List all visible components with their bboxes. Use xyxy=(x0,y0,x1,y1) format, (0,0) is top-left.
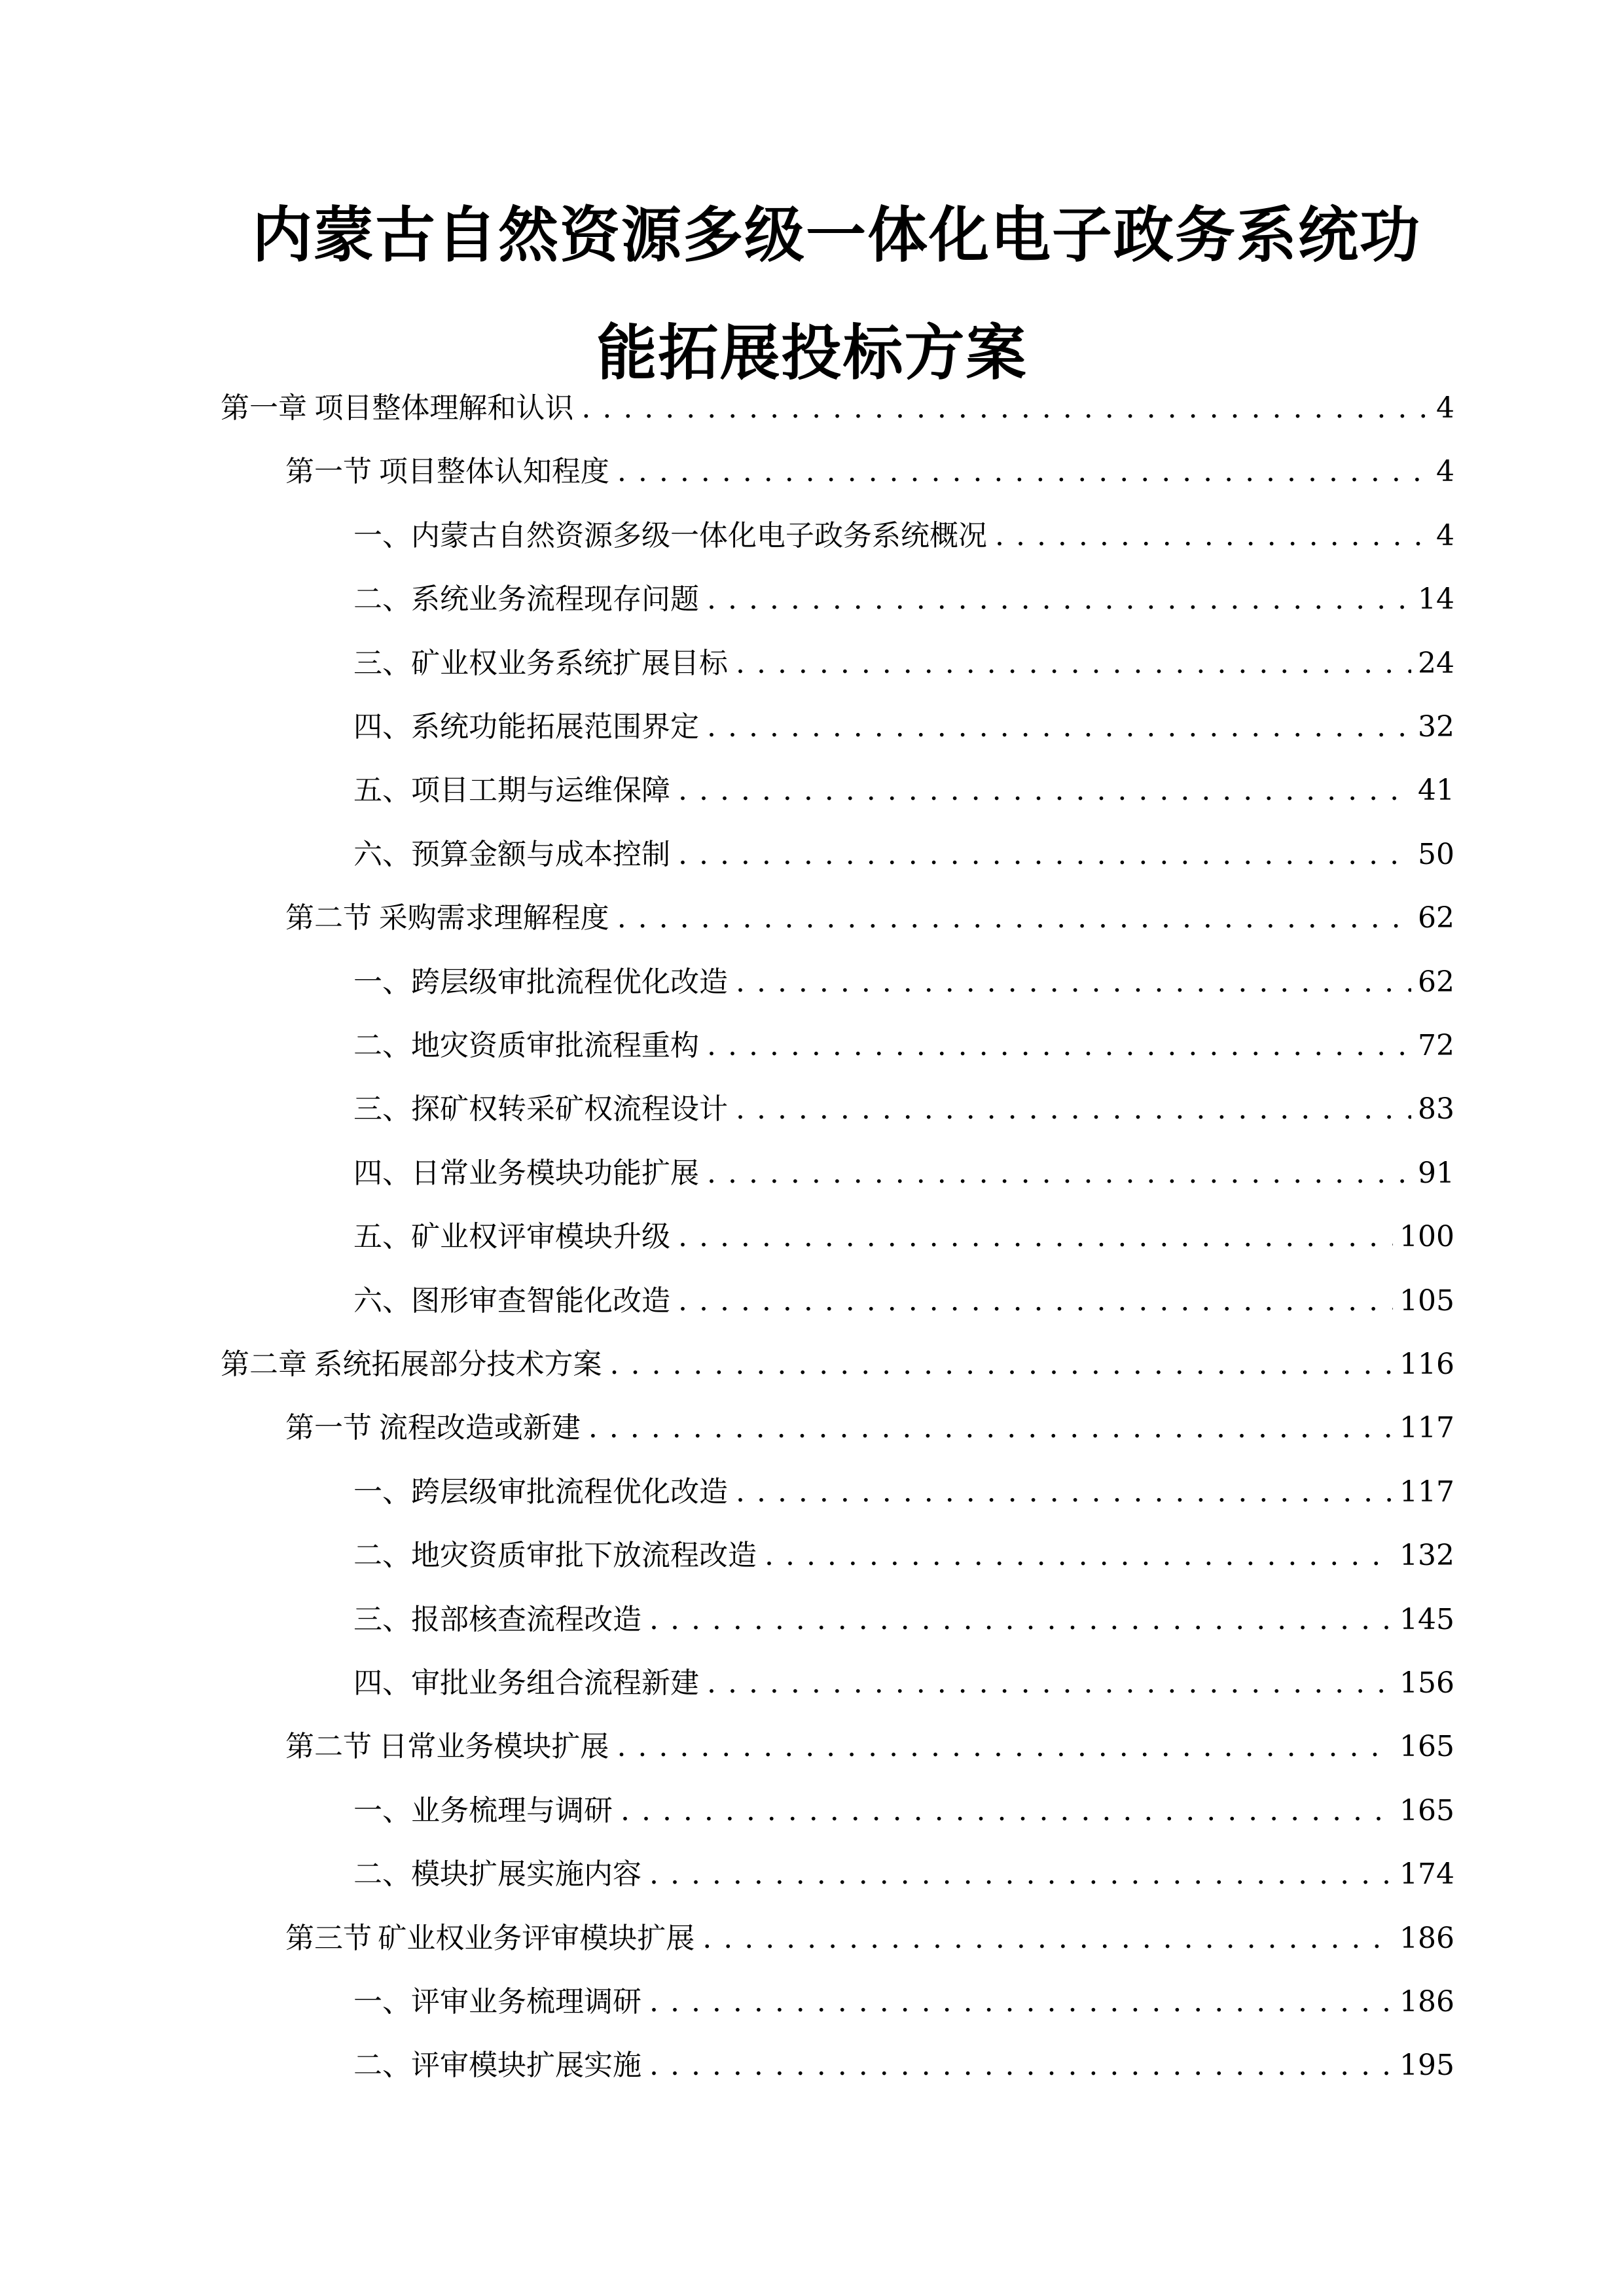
toc-entry-label: 项目整体理解和认识 xyxy=(314,391,574,425)
toc-entry-number: 四、 xyxy=(353,1156,411,1190)
toc-entry-label: 模块扩展实施内容 xyxy=(411,1857,641,1892)
toc-dot-leader xyxy=(678,1269,1393,1333)
toc-entry[interactable] xyxy=(353,1524,1454,1587)
toc-entry-label: 项目整体认知程度 xyxy=(378,455,609,489)
toc-entry-number: 二、 xyxy=(353,1857,411,1892)
toc-entry-number: 二、 xyxy=(353,1029,411,1062)
toc-entry-number: 第一章 xyxy=(221,391,307,425)
toc-entry-number: 四、 xyxy=(353,710,411,744)
toc-dot-leader xyxy=(649,2034,1393,2097)
toc-entry-label: 评审业务梳理调研 xyxy=(411,1985,641,2018)
toc-entry-page-number: 91 xyxy=(1418,1156,1454,1190)
toc-entry-number: 五、 xyxy=(353,774,411,808)
toc-entry[interactable] xyxy=(353,1779,1454,1842)
toc-dot-leader xyxy=(736,1460,1393,1524)
toc-entry-page-number: 62 xyxy=(1418,901,1454,935)
document-title-line-1: 内蒙古自然资源多级一体化电子政务系统功 xyxy=(251,200,1421,270)
toc-entry-number: 一、 xyxy=(353,965,411,999)
toc-entry[interactable] xyxy=(353,1460,1454,1524)
toc-entry-page-number: 100 xyxy=(1399,1220,1454,1254)
toc-entry[interactable] xyxy=(353,1970,1454,2034)
toc-entry-label: 系统业务流程现存问题 xyxy=(411,583,699,617)
toc-dot-leader xyxy=(736,1077,1411,1141)
toc-entry-number: 一、 xyxy=(353,1985,411,2018)
toc-dot-leader xyxy=(707,1141,1411,1205)
toc-entry-page-number: 156 xyxy=(1399,1666,1454,1700)
toc-entry-number: 第二章 xyxy=(221,1348,307,1381)
toc-entry-label: 预算金额与成本控制 xyxy=(411,837,670,871)
toc-entry-page-number: 117 xyxy=(1399,1475,1454,1509)
toc-entry-number: 三、 xyxy=(353,1602,411,1636)
toc-entry-label: 采购需求理解程度 xyxy=(378,901,609,935)
toc-entry[interactable] xyxy=(353,504,1454,567)
toc-entry-number: 三、 xyxy=(353,1092,411,1126)
toc-entry-label: 地灾资质审批下放流程改造 xyxy=(411,1539,757,1573)
toc-dot-leader xyxy=(707,1014,1411,1077)
toc-entry-label: 日常业务模块扩展 xyxy=(378,1730,609,1764)
toc-entry-number: 六、 xyxy=(353,837,411,871)
toc-entry-number: 第三节 xyxy=(285,1921,372,1955)
toc-entry-number: 第二节 xyxy=(285,901,372,935)
toc-entry-label: 审批业务组合流程新建 xyxy=(411,1666,699,1700)
toc-entry-label: 矿业权业务系统扩展目标 xyxy=(411,646,728,680)
toc-entry-number: 第一节 xyxy=(285,455,372,489)
toc-entry-page-number: 41 xyxy=(1418,774,1454,808)
toc-entry-label: 系统功能拓展范围界定 xyxy=(411,710,699,744)
toc-entry[interactable] xyxy=(221,1333,1454,1396)
toc-entry[interactable] xyxy=(353,2034,1454,2097)
toc-entry-label: 报部核查流程改造 xyxy=(411,1602,641,1636)
toc-dot-leader xyxy=(678,1205,1393,1268)
toc-entry-page-number: 32 xyxy=(1418,710,1454,744)
toc-entry-label: 跨层级审批流程优化改造 xyxy=(411,965,728,999)
toc-entry-page-number: 165 xyxy=(1399,1730,1454,1764)
toc-entry-page-number: 165 xyxy=(1399,1793,1454,1827)
toc-entry-label: 矿业权评审模块升级 xyxy=(411,1220,670,1254)
toc-entry-page-number: 14 xyxy=(1418,583,1454,617)
toc-entry-number: 五、 xyxy=(353,1220,411,1254)
toc-entry-number: 四、 xyxy=(353,1666,411,1700)
toc-dot-leader xyxy=(678,759,1411,822)
toc-entry-number: 二、 xyxy=(353,1539,411,1573)
toc-entry-label: 图形审查智能化改造 xyxy=(411,1283,670,1318)
toc-dot-leader xyxy=(707,1651,1393,1715)
toc-entry-label: 地灾资质审批流程重构 xyxy=(411,1029,699,1062)
toc-entry-page-number: 62 xyxy=(1418,965,1454,999)
toc-entry-page-number: 174 xyxy=(1399,1857,1454,1892)
toc-entry-number: 第一节 xyxy=(285,1411,372,1445)
toc-entry-page-number: 24 xyxy=(1418,646,1454,680)
toc-entry-page-number: 145 xyxy=(1399,1602,1454,1636)
toc-entry-page-number: 195 xyxy=(1399,2049,1454,2083)
toc-entry[interactable] xyxy=(353,695,1454,759)
toc-dot-leader xyxy=(649,1842,1393,1906)
toc-entry-page-number: 4 xyxy=(1436,391,1454,425)
toc-entry[interactable] xyxy=(353,1141,1454,1205)
toc-entry-number: 二、 xyxy=(353,2049,411,2083)
toc-entry-page-number: 132 xyxy=(1399,1539,1454,1573)
toc-entry-page-number: 50 xyxy=(1418,837,1454,871)
toc-entry[interactable] xyxy=(353,1269,1454,1333)
toc-entry-page-number: 186 xyxy=(1399,1985,1454,2018)
toc-entry-label: 内蒙古自然资源多级一体化电子政务系统概况 xyxy=(411,518,987,552)
toc-entry-page-number: 83 xyxy=(1418,1092,1454,1126)
toc-dot-leader xyxy=(617,440,1428,503)
toc-entry-label: 业务梳理与调研 xyxy=(411,1793,613,1827)
toc-entry[interactable] xyxy=(353,1588,1454,1651)
toc-entry[interactable] xyxy=(353,759,1454,822)
toc-entry[interactable] xyxy=(353,1014,1454,1077)
toc-entry-number: 一、 xyxy=(353,1793,411,1827)
toc-dot-leader xyxy=(736,950,1411,1014)
toc-dot-leader xyxy=(617,886,1411,950)
toc-dot-leader xyxy=(678,823,1411,886)
toc-dot-leader xyxy=(649,1588,1393,1651)
toc-dot-leader xyxy=(621,1779,1393,1842)
toc-entry-label: 探矿权转采矿权流程设计 xyxy=(411,1092,728,1126)
toc-entry-page-number: 105 xyxy=(1399,1283,1454,1318)
toc-entry[interactable] xyxy=(353,632,1454,695)
toc-entry-label: 系统拓展部分技术方案 xyxy=(314,1348,602,1381)
toc-dot-leader xyxy=(765,1524,1393,1587)
toc-entry[interactable] xyxy=(285,1715,1454,1778)
toc-entry-page-number: 4 xyxy=(1436,518,1454,552)
toc-dot-leader xyxy=(617,1715,1393,1778)
toc-entry-page-number: 117 xyxy=(1399,1411,1454,1445)
toc-entry[interactable] xyxy=(353,1077,1454,1141)
toc-dot-leader xyxy=(649,1970,1393,2034)
toc-dot-leader xyxy=(707,567,1411,631)
toc-entry-number: 一、 xyxy=(353,518,411,552)
toc-entry[interactable] xyxy=(353,823,1454,886)
toc-entry[interactable] xyxy=(285,1907,1454,1970)
toc-entry-label: 跨层级审批流程优化改造 xyxy=(411,1475,728,1509)
toc-entry[interactable] xyxy=(353,567,1454,631)
toc-entry[interactable] xyxy=(353,1842,1454,1906)
toc-entry-label: 矿业权业务评审模块扩展 xyxy=(378,1921,695,1955)
toc-dot-leader xyxy=(588,1396,1393,1460)
toc-dot-leader xyxy=(736,632,1411,695)
toc-entry[interactable] xyxy=(285,1396,1454,1460)
toc-dot-leader xyxy=(707,695,1411,759)
toc-entry-label: 日常业务模块功能扩展 xyxy=(411,1156,699,1190)
document-title-line-2: 能拓展投标方案 xyxy=(596,317,1028,388)
toc-entry[interactable] xyxy=(285,886,1454,950)
toc-entry[interactable] xyxy=(353,950,1454,1014)
toc-dot-leader xyxy=(702,1907,1393,1970)
toc-dot-leader xyxy=(610,1333,1393,1396)
toc-dot-leader xyxy=(995,504,1428,567)
toc-entry-number: 一、 xyxy=(353,1475,411,1509)
toc-dot-leader xyxy=(581,376,1428,440)
toc-entry-page-number: 4 xyxy=(1436,455,1454,489)
toc-entry-page-number: 116 xyxy=(1399,1348,1454,1381)
toc-entry[interactable] xyxy=(353,1205,1454,1268)
toc-entry-label: 评审模块扩展实施 xyxy=(411,2049,641,2083)
toc-entry-label: 项目工期与运维保障 xyxy=(411,774,670,808)
toc-entry[interactable] xyxy=(221,376,1454,440)
toc-entry-number: 二、 xyxy=(353,583,411,617)
toc-entry-number: 三、 xyxy=(353,646,411,680)
toc-entry-number: 第二节 xyxy=(285,1730,372,1764)
toc-entry[interactable] xyxy=(285,440,1454,503)
toc-entry-number: 六、 xyxy=(353,1283,411,1318)
toc-entry[interactable] xyxy=(353,1651,1454,1715)
toc-entry-page-number: 72 xyxy=(1418,1029,1454,1062)
toc-entry-label: 流程改造或新建 xyxy=(378,1411,581,1445)
toc-entry-page-number: 186 xyxy=(1399,1921,1454,1955)
